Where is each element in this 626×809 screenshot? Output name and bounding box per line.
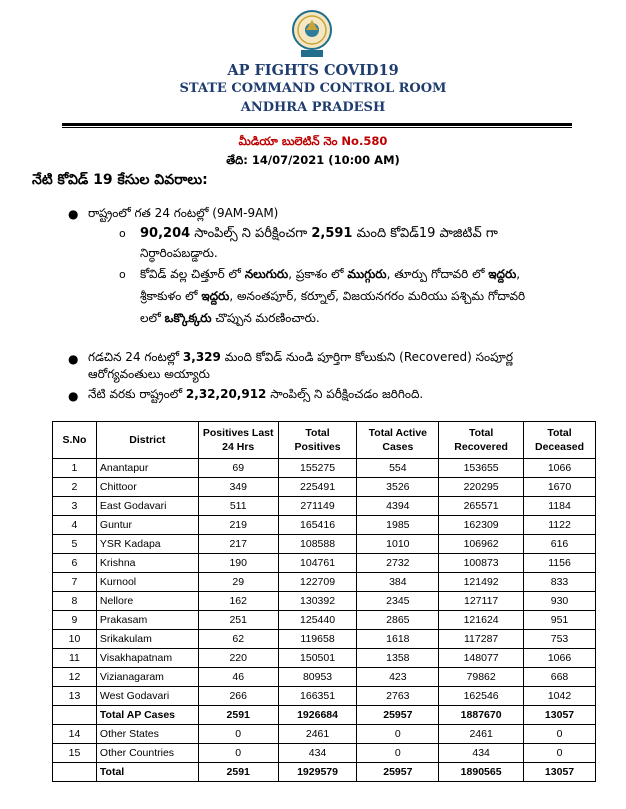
district-cell: Kurnool	[96, 573, 198, 592]
table-header-row	[53, 422, 596, 459]
column-header: Total Positives	[278, 422, 357, 459]
table-cell: 4	[53, 516, 97, 535]
bullet1-sub2-line1: కోవిడ్ వల్ల చిత్తూర్ లో నలుగురు, ప్రకాశం లో ముగ్గురు, తూర్పు గోదావరి లో ఇద్దరు,	[140, 267, 521, 281]
table-cell: 2865	[357, 611, 439, 630]
table-cell: 11	[53, 649, 97, 668]
table-cell: 130392	[278, 592, 357, 611]
table-cell: 2461	[278, 725, 357, 744]
table-cell: 511	[198, 497, 278, 516]
table-cell: 127117	[439, 592, 524, 611]
header-title: AP FIGHTS COVID19	[227, 62, 399, 79]
grand-total-row	[53, 763, 596, 782]
table-row	[53, 459, 596, 478]
table-cell: 2	[53, 478, 97, 497]
total-ap-row	[53, 706, 596, 725]
bullet1-sub2-line2: శ్రీకాకుళం లో ఇద్దరు, అనంతపూర్, కర్నూల్, విజయనగరం మరియు పశ్చిమ గోదావరి	[140, 289, 526, 303]
table-cell: 7	[53, 573, 97, 592]
table-cell: 349	[198, 478, 278, 497]
table-cell: 554	[357, 459, 439, 478]
column-header: S.No	[53, 422, 97, 459]
sub-bullet-icon: o	[119, 268, 126, 281]
bullet-icon: ●	[68, 207, 79, 221]
table-cell: 668	[524, 668, 596, 687]
table-cell: 423	[357, 668, 439, 687]
table-cell: 2591	[198, 763, 278, 782]
table-row	[53, 478, 596, 497]
table-cell: 190	[198, 554, 278, 573]
date-value: 14/07/2021 (10:00 AM)	[247, 153, 400, 167]
district-cell: Total	[96, 763, 198, 782]
district-cell: Guntur	[96, 516, 198, 535]
table-cell: 4394	[357, 497, 439, 516]
table-row	[53, 573, 596, 592]
table-row	[53, 649, 596, 668]
district-cell: West Godavari	[96, 687, 198, 706]
table-row	[53, 725, 596, 744]
header-divider-thin	[62, 127, 572, 128]
district-cell: YSR Kadapa	[96, 535, 198, 554]
table-cell: 13	[53, 687, 97, 706]
table-cell: 217	[198, 535, 278, 554]
district-cell: Nellore	[96, 592, 198, 611]
table-cell: 119658	[278, 630, 357, 649]
table-cell: 2732	[357, 554, 439, 573]
table-cell: 1	[53, 459, 97, 478]
table-cell: 3526	[357, 478, 439, 497]
table-cell: 266	[198, 687, 278, 706]
table-cell: 25957	[357, 763, 439, 782]
district-cell: Anantapur	[96, 459, 198, 478]
table-cell: 79862	[439, 668, 524, 687]
table-cell: 616	[524, 535, 596, 554]
table-cell: 384	[357, 573, 439, 592]
table-row	[53, 592, 596, 611]
district-cell: Other Countries	[96, 744, 198, 763]
table-cell: 165416	[278, 516, 357, 535]
table-cell: 166351	[278, 687, 357, 706]
table-cell: 104761	[278, 554, 357, 573]
table-cell: 1926684	[278, 706, 357, 725]
table-row	[53, 630, 596, 649]
table-cell: 225491	[278, 478, 357, 497]
district-cell: Visakhapatnam	[96, 649, 198, 668]
table-cell: 12	[53, 668, 97, 687]
table-cell: 9	[53, 611, 97, 630]
table-cell: 46	[198, 668, 278, 687]
district-cell: Vizianagaram	[96, 668, 198, 687]
table-cell: 0	[198, 725, 278, 744]
table-cell: 1985	[357, 516, 439, 535]
date-label: తేది:	[226, 153, 248, 167]
column-header: Total Deceased	[524, 422, 596, 459]
table-cell: 1887670	[439, 706, 524, 725]
bullet2-line2: ఆరోగ్యవంతులు అయ్యారు	[88, 367, 210, 381]
table-cell: 265571	[439, 497, 524, 516]
table-cell: 1618	[357, 630, 439, 649]
table-cell: 251	[198, 611, 278, 630]
table-row	[53, 687, 596, 706]
table-cell: 153655	[439, 459, 524, 478]
table-cell: 220295	[439, 478, 524, 497]
table-cell: 1042	[524, 687, 596, 706]
table-cell: 6	[53, 554, 97, 573]
table-cell: 951	[524, 611, 596, 630]
table-cell: 1184	[524, 497, 596, 516]
column-header: Total Active Cases	[357, 422, 439, 459]
bullet-icon: ●	[68, 389, 79, 403]
table-cell: 1066	[524, 459, 596, 478]
table-cell: 2591	[198, 706, 278, 725]
table-cell: 219	[198, 516, 278, 535]
table-cell: 0	[357, 744, 439, 763]
table-cell: 125440	[278, 611, 357, 630]
table-row	[53, 554, 596, 573]
table-cell	[53, 763, 97, 782]
table-cell: 162546	[439, 687, 524, 706]
table-cell: 122709	[278, 573, 357, 592]
table-cell: 434	[278, 744, 357, 763]
table-cell: 80953	[278, 668, 357, 687]
table-row	[53, 535, 596, 554]
district-cell: Srikakulam	[96, 630, 198, 649]
header-state: ANDHRA PRADESH	[240, 100, 386, 115]
table-cell: 753	[524, 630, 596, 649]
table-cell: 833	[524, 573, 596, 592]
table-cell: 162	[198, 592, 278, 611]
table-cell: 117287	[439, 630, 524, 649]
table-cell: 2345	[357, 592, 439, 611]
table-cell: 1156	[524, 554, 596, 573]
table-cell: 2461	[439, 725, 524, 744]
district-cell: Other States	[96, 725, 198, 744]
table-cell: 162309	[439, 516, 524, 535]
table-cell: 121624	[439, 611, 524, 630]
table-cell: 930	[524, 592, 596, 611]
table-cell: 1066	[524, 649, 596, 668]
table-cell: 69	[198, 459, 278, 478]
andhra-pradesh-emblem	[291, 8, 333, 60]
table-cell: 0	[198, 744, 278, 763]
table-cell: 15	[53, 744, 97, 763]
table-cell: 13057	[524, 763, 596, 782]
table-cell: 10	[53, 630, 97, 649]
table-cell: 0	[524, 725, 596, 744]
header-subtitle: STATE COMMAND CONTROL ROOM	[179, 81, 447, 96]
table-cell: 1358	[357, 649, 439, 668]
table-cell: 1670	[524, 478, 596, 497]
table-cell: 155275	[278, 459, 357, 478]
table-row	[53, 668, 596, 687]
table-cell: 2763	[357, 687, 439, 706]
table-cell: 1890565	[439, 763, 524, 782]
column-header: Positives Last 24 Hrs	[198, 422, 278, 459]
bullet3-line: నేటి వరకు రాష్ట్రంలో 2,32,20,912 సాంపిల్స్ ని పరీక్షించడం జరిగింది.	[88, 387, 424, 401]
table-cell: 220	[198, 649, 278, 668]
table-row	[53, 516, 596, 535]
bullet1-intro: రాష్ట్రంలో గత 24 గంటల్లో (9AM-9AM)	[88, 206, 279, 220]
table-cell: 434	[439, 744, 524, 763]
district-cell: East Godavari	[96, 497, 198, 516]
bulletin-number: మీడియా బులెటిన్ నెం No.580	[238, 134, 388, 148]
district-cell: Chittoor	[96, 478, 198, 497]
table-cell: 100873	[439, 554, 524, 573]
table-cell: 148077	[439, 649, 524, 668]
district-cell: Krishna	[96, 554, 198, 573]
table-cell: 62	[198, 630, 278, 649]
bullet1-sub2-line3: లలో ఒక్కొక్కరు చొప్పున మరణించారు.	[140, 311, 320, 325]
table-cell: 108588	[278, 535, 357, 554]
sub-bullet-icon: o	[119, 227, 126, 240]
table-cell: 1122	[524, 516, 596, 535]
district-covid-table	[52, 421, 596, 782]
table-cell: 1010	[357, 535, 439, 554]
table-cell: 0	[357, 725, 439, 744]
table-cell: 13057	[524, 706, 596, 725]
table-row	[53, 497, 596, 516]
table-cell: 271149	[278, 497, 357, 516]
table-cell: 0	[524, 744, 596, 763]
table-cell: 5	[53, 535, 97, 554]
table-cell: 3	[53, 497, 97, 516]
table-cell: 150501	[278, 649, 357, 668]
bulletin-date	[0, 153, 626, 170]
section-title: నేటి కోవిడ్ 19 కేసుల వివరాలు:	[32, 172, 208, 188]
column-header: Total Recovered	[439, 422, 524, 459]
table-row	[53, 611, 596, 630]
table-cell: 25957	[357, 706, 439, 725]
table-cell: 106962	[439, 535, 524, 554]
table-cell: 8	[53, 592, 97, 611]
table-cell: 29	[198, 573, 278, 592]
table-cell: 121492	[439, 573, 524, 592]
bullet-icon: ●	[68, 352, 79, 366]
district-cell: Prakasam	[96, 611, 198, 630]
table-cell	[53, 706, 97, 725]
table-cell: 14	[53, 725, 97, 744]
bullet2-line1: గడచిన 24 గంటల్లో 3,329 మంది కోవిడ్ నుండి పూర్తిగా కోలుకుని (Recovered) సంపూర్ణ	[88, 350, 513, 364]
column-header: District	[96, 422, 198, 459]
table-cell: 1929579	[278, 763, 357, 782]
header-divider-thick	[62, 123, 572, 126]
table-row	[53, 744, 596, 763]
bullet1-sub1-line1: 90,204 సాంపిల్స్ ని పరీక్షించగా 2,591 మంది కోవిడ్19 పాజిటివ్ గా	[140, 226, 498, 241]
bullet1-sub1-line2: నిర్ధారింపబడ్డారు.	[140, 246, 218, 260]
district-cell: Total AP Cases	[96, 706, 198, 725]
